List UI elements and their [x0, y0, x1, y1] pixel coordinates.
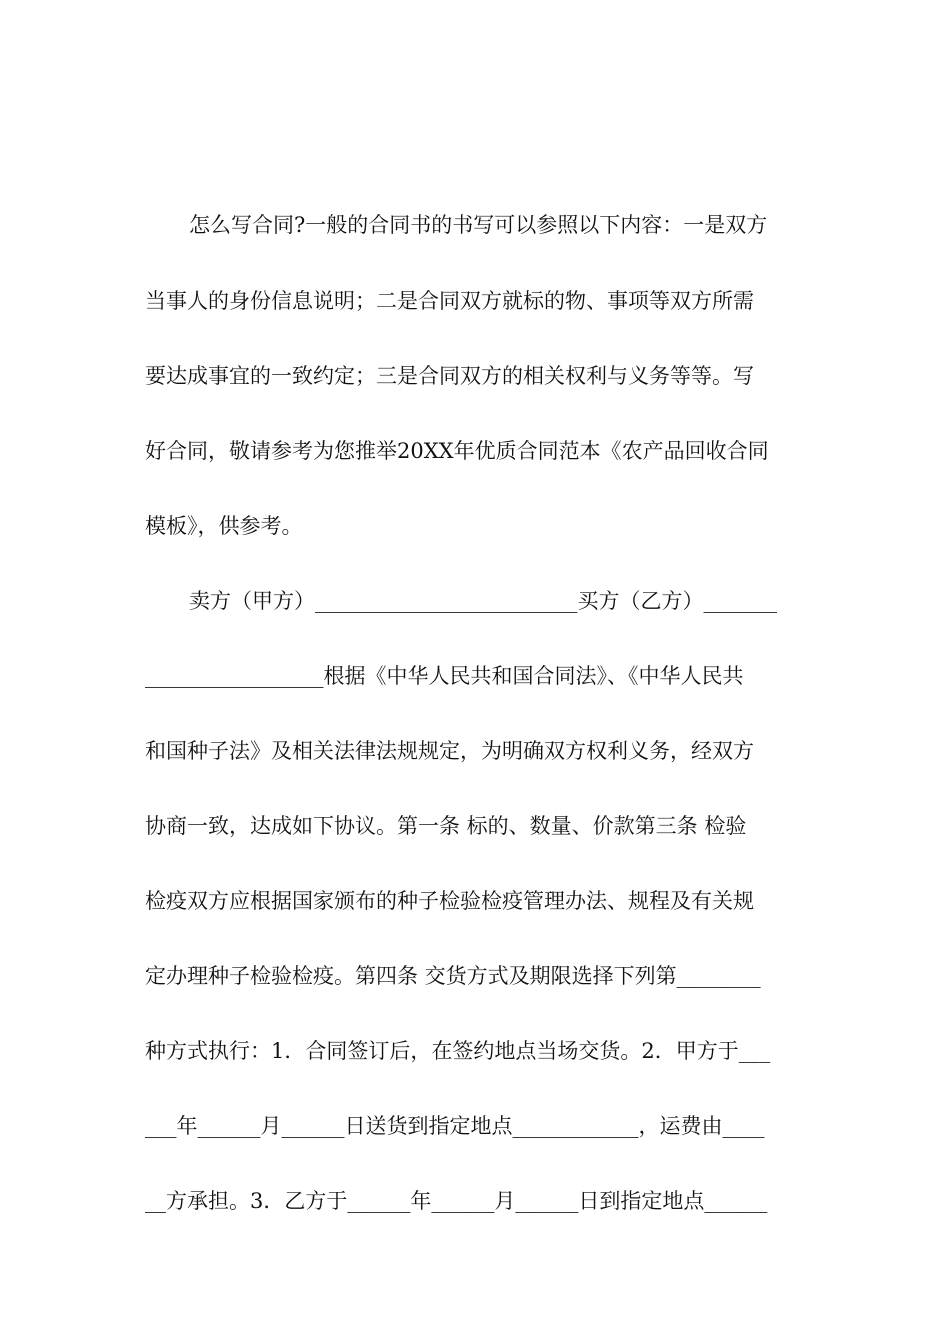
paragraph-line: 种方式执行：1．合同签订后，在签约地点当场交货。2．甲方于___ — [145, 1039, 771, 1063]
paragraph-line: __方承担。3．乙方于______年______月______日到指定地点______ — [145, 1189, 768, 1213]
paragraph-line: 和国种子法》及相关法律法规规定，为明确双方权利义务，经双方 — [145, 739, 754, 763]
paragraph-line: 定办理种子检验检疫。第四条 交货方式及期限选择下列第________ — [145, 964, 761, 988]
paragraph-line: 协商一致，达成如下协议。第一条 标的、数量、价款第三条 检验 — [145, 814, 747, 838]
paragraph-line: 要达成事宜的一致约定；三是合同双方的相关权利与义务等等。写 — [145, 364, 754, 388]
paragraph-line: 卖方（甲方）_________________________买方（乙方）_______ — [189, 589, 777, 613]
paragraph-line: _________________根据《中华人民共和国合同法》、《中华人民共 — [145, 664, 744, 688]
paragraph-line: 当事人的身份信息说明；二是合同双方就标的物、事项等双方所需 — [145, 289, 754, 313]
paragraph-line: 好合同，敬请参考为您推举20XX年优质合同范本《农产品回收合同 — [145, 439, 769, 463]
paragraph-line: ___年______月______日送货到指定地点____________，运费由____ — [145, 1114, 765, 1138]
paragraph-line: 模板》，供参考。 — [145, 514, 303, 538]
paragraph-line: 怎么写合同?一般的合同书的书写可以参照以下内容：一是双方 — [189, 213, 768, 237]
paragraph-line: 检疫双方应根据国家颁布的种子检验检疫管理办法、规程及有关规 — [145, 889, 754, 913]
